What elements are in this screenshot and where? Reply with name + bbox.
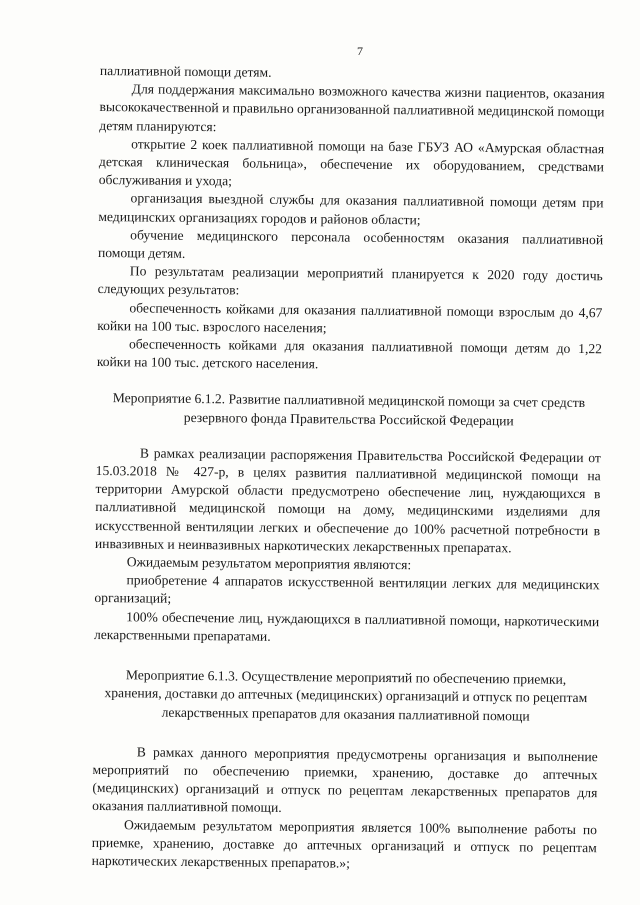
paragraph-goals-intro: Для поддержания максимально возможного качества жизни пациентов, оказания высококачественной и правильно организованной паллиативной медицинской помощи детям планируются: (99, 81, 605, 134)
heading-measure-6-1-2: Мероприятие 6.1.2. Развитие паллиативной медицинской помощи за счет средств резервного фонда Правительства Российской Федерации (112, 390, 586, 429)
paragraph-ventilators: приобретение 4 аппаратов искусственной вентиляции легких для медицинских организаций; (94, 572, 600, 607)
paragraph-final-result: Ожидаемым результатом мероприятия является 100% выполнение работы по приемке, хранению, доставке до аптечных организаций и отпуск по рецептам наркотических лекарственных препаратов.»; (91, 816, 598, 871)
paragraph-continuation: паллиативной помощи детям. (99, 62, 272, 80)
paragraph-government-order: В рамках реализации распоряжения Правительства Российской Федерации от 15.03.2018 № 427-р, в целях развития паллиативной медицинской помощи на территории Амурской области предусмотрено обеспечение лиц, нуждающихся в паллиативной медицинской помощи на дому, медицинскими изделиями для искусственной вентиляции легких и обеспечение до 100% расчетной потребности в инвазивных и неинвазивных наркотических лекарственных препаратах. (94, 445, 601, 556)
paragraph-expected-result: Ожидаемым результатом мероприятия являются: (126, 554, 412, 573)
paragraph-staff-training: обучение медицинского персонала особенностям оказания паллиативной помощи детям. (97, 227, 604, 261)
paragraph-results-intro: По результатам реализации мероприятий планируется к 2020 году достичь следующих результатов: (97, 263, 603, 298)
paragraph-child-beds: обеспеченность койками для оказания паллиативной помощи детям до 1,22 койки на 100 тыс. детского населения. (96, 336, 603, 372)
paragraph-narcotic-supply: 100% обеспечение лиц, нуждающихся в паллиативной помощи, наркотическими лекарственными препаратами. (93, 608, 600, 644)
page-number: 7 (357, 44, 363, 58)
paragraph-measure-scope: В рамках данного мероприятия предусмотрены организация и выполнение мероприятий по обеспечению приемки, хранению, доставке до аптечных (медицинских) организаций и отпуск по рецептам лекарственных препаратов для оказания паллиативной помощи. (92, 744, 598, 816)
paragraph-adult-beds: обеспеченность койками для оказания паллиативной помощи взрослым до 4,67 койки на 100 тыс. взрослого населения; (97, 299, 603, 336)
document-body (92, 62, 605, 875)
heading-measure-6-1-3: Мероприятие 6.1.3. Осуществление мероприятий по обеспечению приемки, хранения, доставки до аптечных (медицинских) организаций и отпуск по рецептам лекарственных препаратов для оказания паллиативной помощи (104, 667, 588, 724)
paragraph-field-service: организация выездной службы для оказания паллиативной помощи детям при медицинских организациях городов и районов области; (98, 190, 604, 227)
paragraph-beds-opening: открытие 2 коек паллиативной помощи на базе ГБУЗ АО «Амурская областная детская клиническая больница», обеспечение их оборудованием, средствами обслуживания и ухода; (98, 136, 605, 189)
